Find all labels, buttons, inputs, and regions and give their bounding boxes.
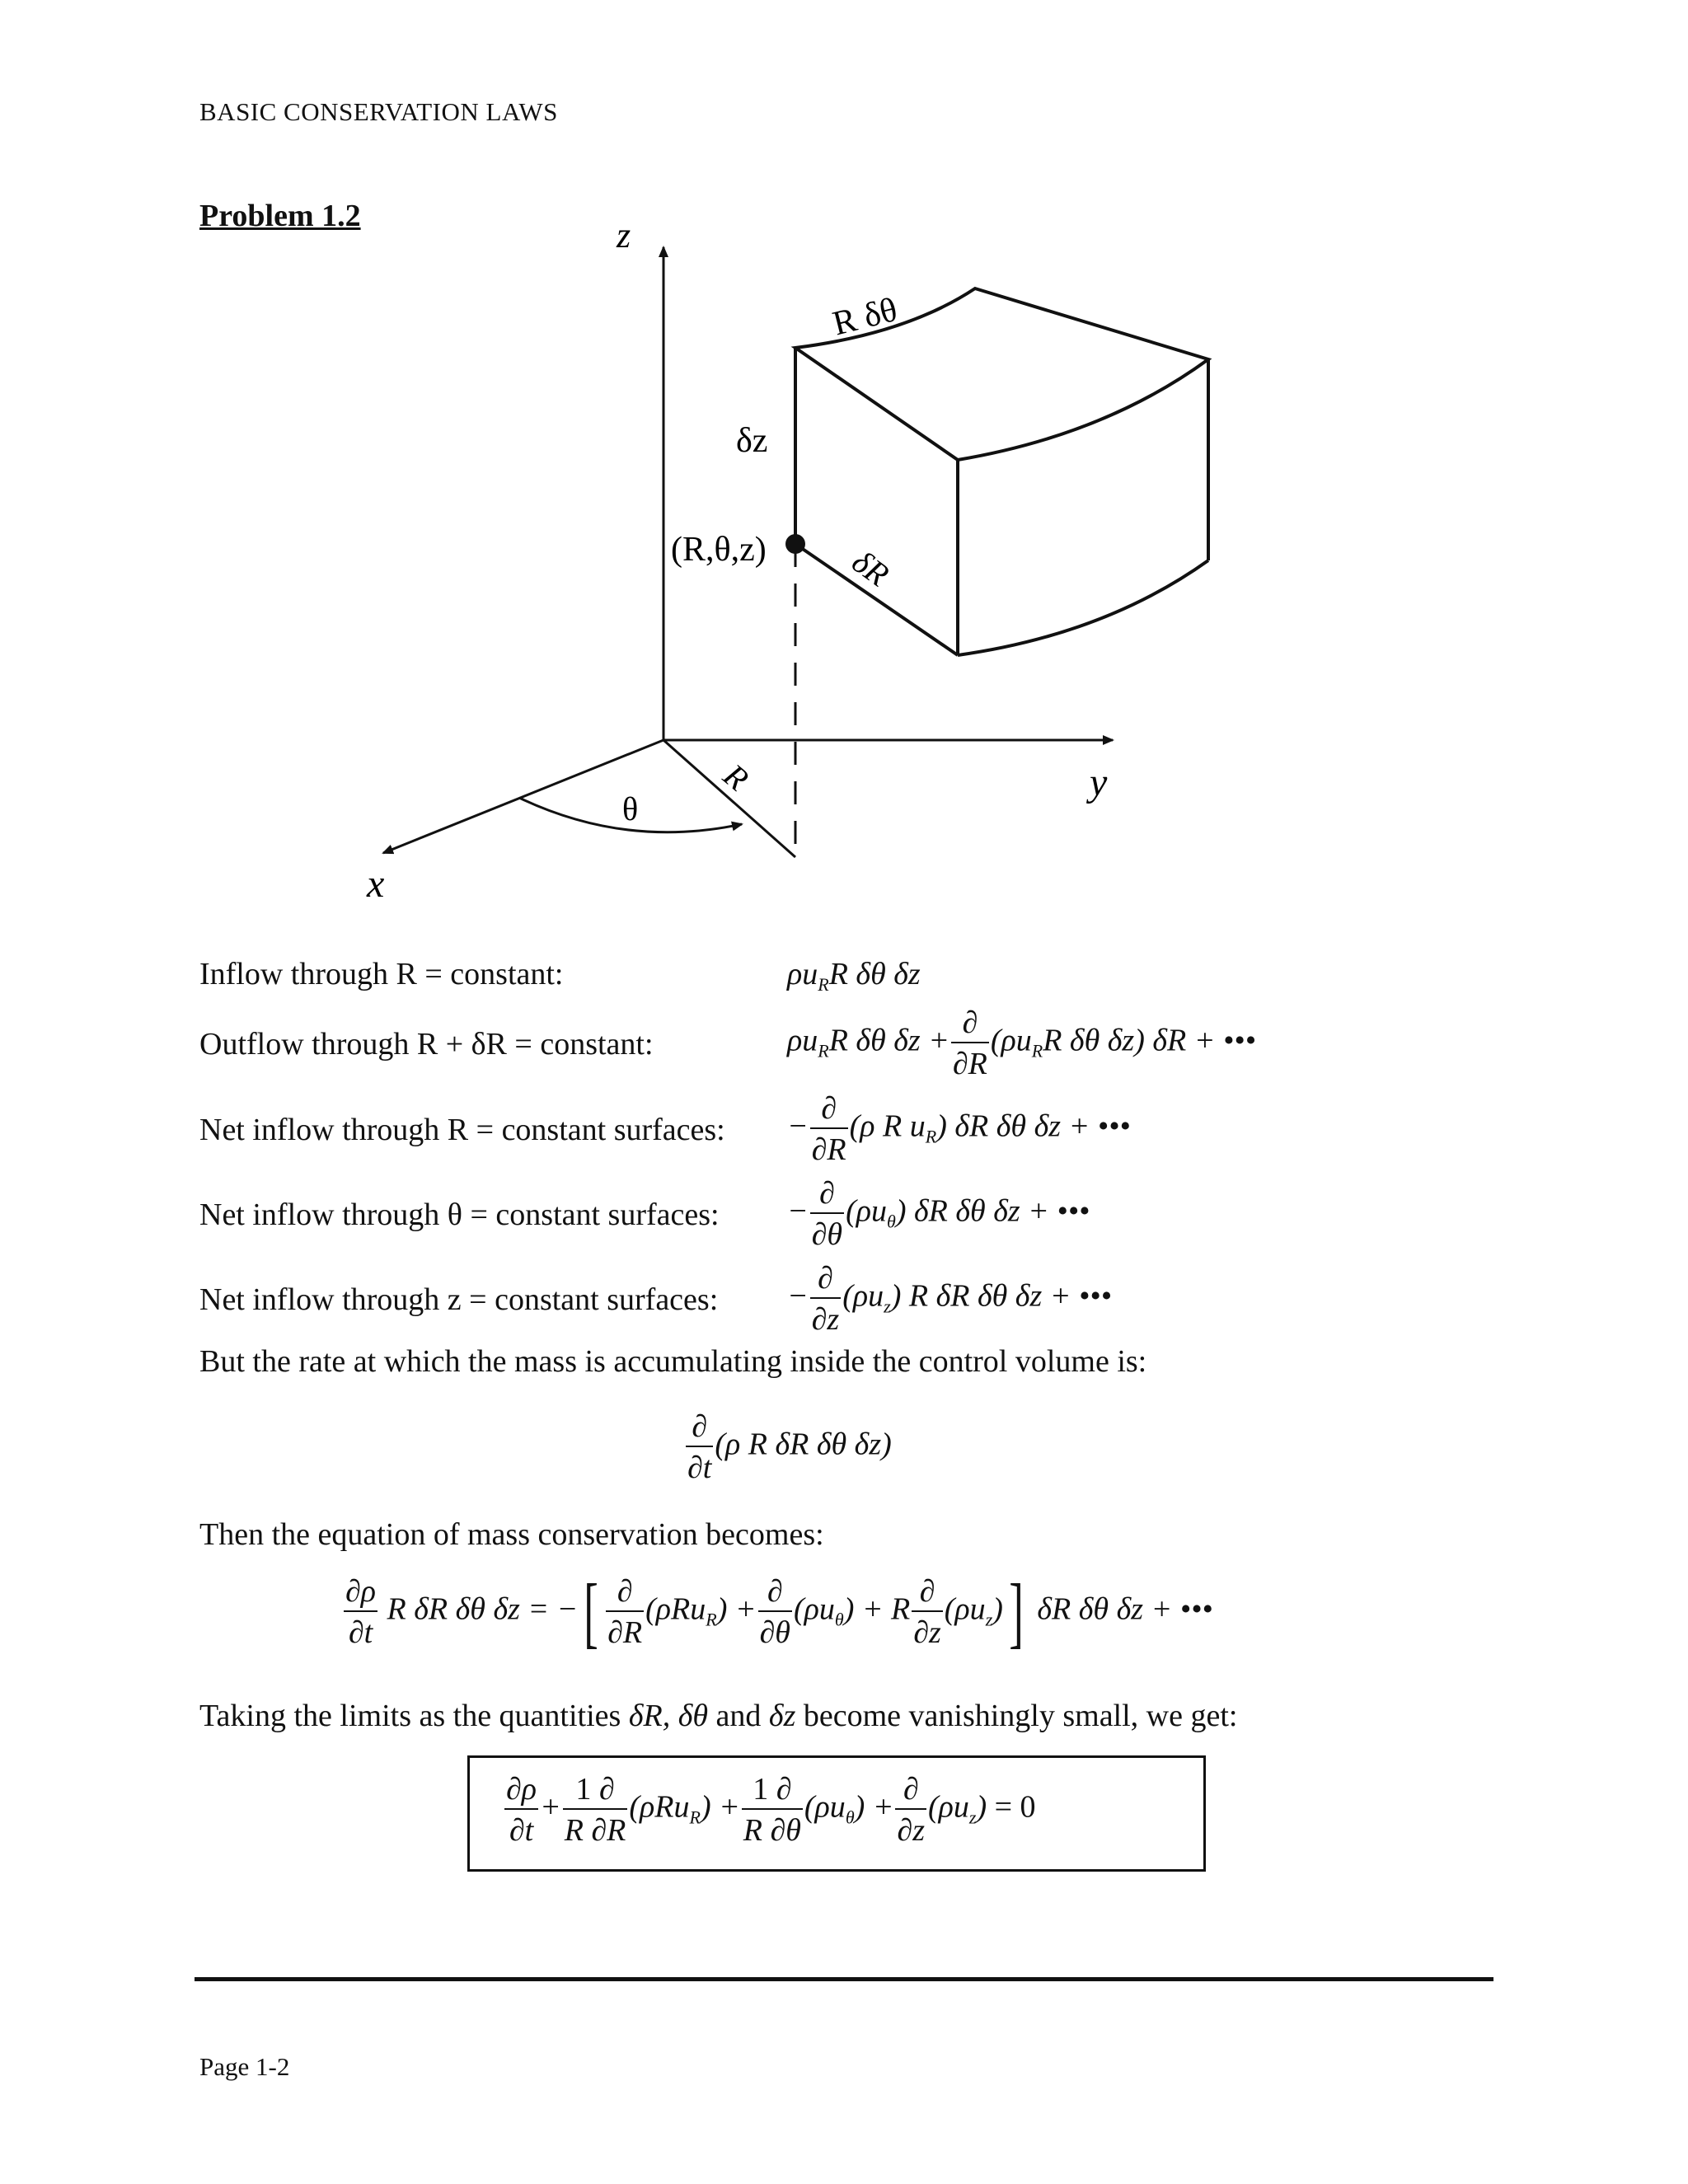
z-axis-label: z	[617, 215, 631, 255]
x-axis-label: x	[367, 862, 385, 906]
point-label: (R,θ,z)	[671, 531, 767, 569]
x-axis	[383, 740, 663, 853]
dz-label: δz	[736, 422, 768, 460]
point-marker	[785, 534, 805, 554]
limits-text: Taking the limits as the quantities δR, δθ and δz become vanishingly small, we get:	[199, 1699, 1238, 1733]
flow-label-outflow: Outflow through R + δR = constant:	[199, 1027, 654, 1062]
control-volume-figure	[0, 0, 1688, 923]
flow-label-net-z: Net inflow through z = constant surfaces:	[199, 1282, 719, 1317]
net-theta-expression: − $\frac{\partial}{\partial\theta}$ $(\rho u_\theta)$ δR δθ δz + •••	[787, 1176, 1090, 1252]
outflow-expression: $\rho u_RR$ δθ δz + $\frac{\partial}{\partial R}$ ($\rho u_RR$ δθ δz) δR + •••	[787, 1005, 1256, 1081]
y-axis-label: y	[1090, 761, 1108, 804]
then-text: Then the equation of mass conservation becomes:	[199, 1517, 824, 1552]
footer-rule	[195, 1977, 1493, 1981]
inflow-expression: $\rho u_RR$ δθ δz	[787, 957, 921, 995]
flow-label-net-r: Net inflow through R = constant surfaces:	[199, 1113, 725, 1147]
net-r-expression: − $\frac{\partial}{\partial R}$ (ρ R $u_R$) δR δθ δz + •••	[787, 1091, 1131, 1167]
net-z-expression: − $\frac{\partial}{\partial z}$ $(\rho u_z)$ R δR δθ δz + •••	[787, 1261, 1112, 1337]
flow-label-inflow: Inflow through R = constant:	[199, 957, 564, 991]
accumulation-expression: $\frac{\partial}{\partial t}$ (ρ R δR δθ δz)	[687, 1409, 892, 1485]
dR-label: δR	[845, 542, 896, 594]
theta-label: θ	[622, 790, 639, 827]
radius-line	[663, 740, 795, 857]
accumulation-text: But the rate at which the mass is accumulating inside the control volume is:	[199, 1344, 1147, 1379]
flow-label-net-theta: Net inflow through θ = constant surfaces:	[199, 1197, 720, 1232]
running-header: BASIC CONSERVATION LAWS	[199, 97, 558, 126]
continuity-equation: $\frac{\partial\rho}{\partial t}$ + $\frac{1 \partial}{R \partial R}$ (ρRu$_R$) + $\frac{1 \partial}{R \partial\theta}$ $(\rho u_\theta)$ + $\frac{\partial}{\partial z}$ $(\rho u_z) = 0$	[506, 1772, 1036, 1848]
radius-label: R	[716, 756, 757, 798]
control-volume	[795, 288, 1208, 655]
r-dtheta-label: R δθ	[828, 290, 902, 344]
mass-conservation-equation: $\frac{\partial\rho}{\partial t}$ R δR δθ δz = −[ $\frac{\partial}{\partial R}$ (ρRu$_R$) + $\frac{\partial}{\partial\theta}$ $(\rho u_\theta) + R$ $\frac{\partial}{\partial z}$ $(\rho u_z)$] δR δθ δz + •••	[345, 1568, 1213, 1656]
page-number: Page 1-2	[199, 2052, 290, 2081]
problem-title: Problem 1.2	[199, 199, 361, 233]
